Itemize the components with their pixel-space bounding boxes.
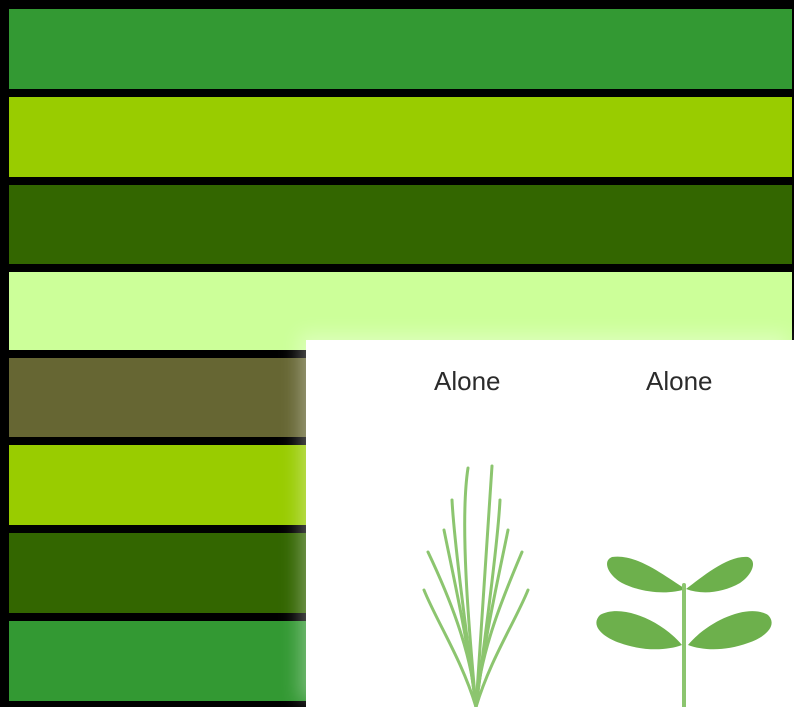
- right-plant-label: Alone: [646, 366, 713, 396]
- plant-comparison-panel: [306, 340, 794, 707]
- stripe-1: [9, 9, 792, 89]
- seedling-plant-icon: [596, 545, 776, 707]
- left-plant-label: Alone: [434, 366, 501, 396]
- stripe-2: [9, 97, 792, 177]
- grass-plant-icon: [416, 460, 536, 707]
- stripe-4: [9, 272, 792, 350]
- stripe-3: [9, 185, 792, 264]
